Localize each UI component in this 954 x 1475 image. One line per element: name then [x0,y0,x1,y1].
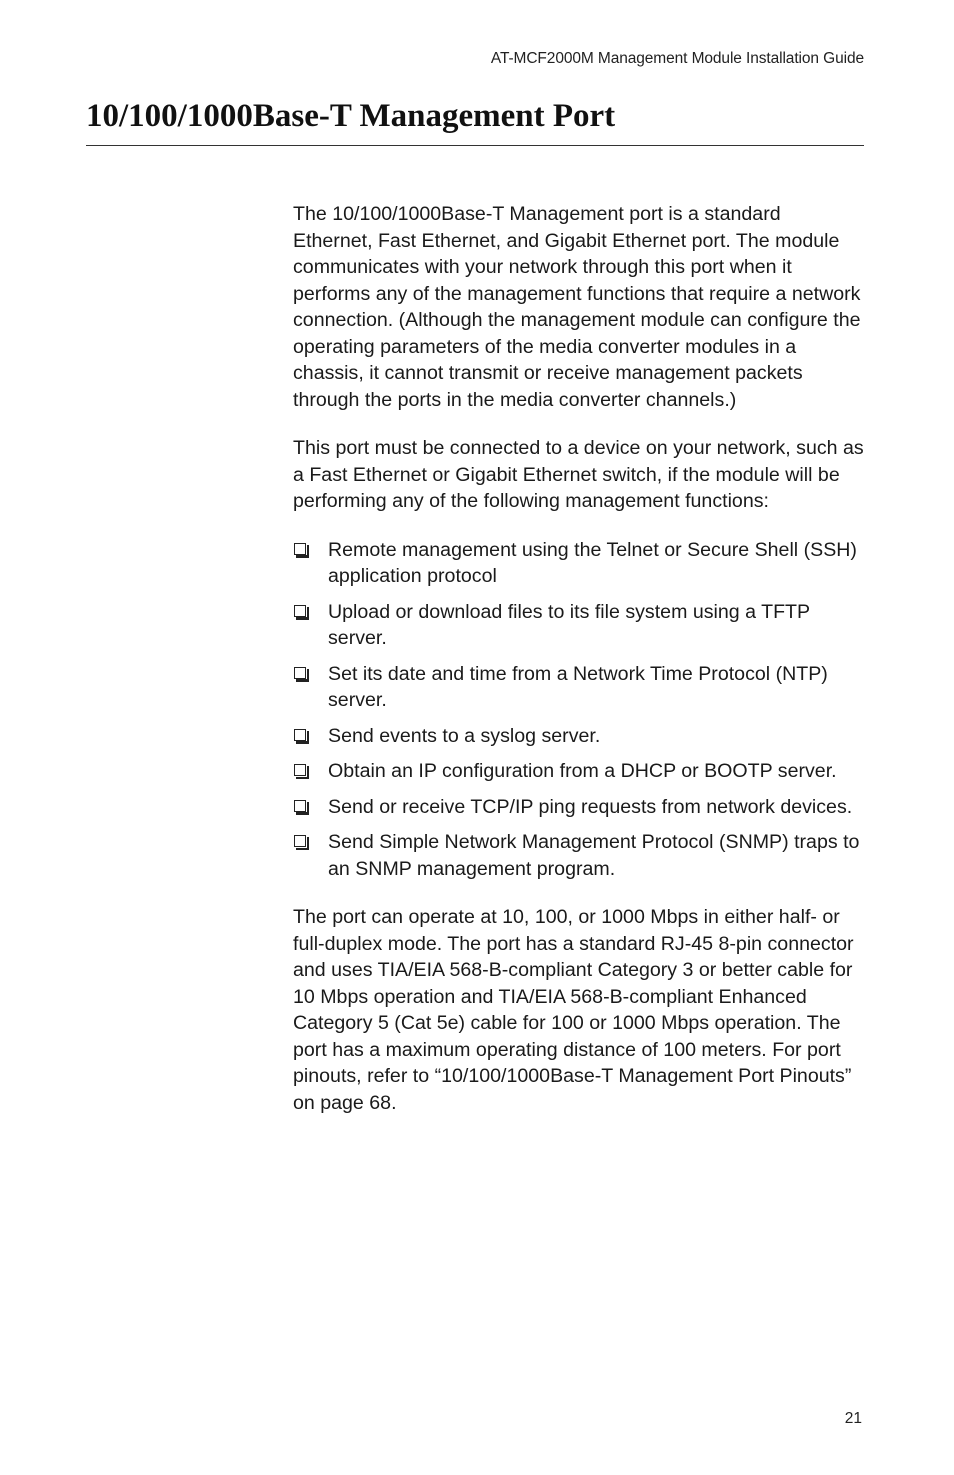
checkbox-bullet-icon [294,667,306,679]
body-column [293,201,865,1138]
list-item-text: Send Simple Network Management Protocol (SNMP) traps to an SNMP management program. [328,831,860,880]
list-item [293,829,865,882]
list-item-text: Upload or download files to its file system using a TFTP server. [328,600,810,649]
list-item-text: Remote management using the Telnet or Secure Shell (SSH) application protocol [328,538,857,587]
checkbox-bullet-icon [294,764,306,776]
list-item-text: Obtain an IP configuration from a DHCP or BOOTP server. [328,760,837,782]
intro-paragraph: The 10/100/1000Base-T Management port is a standard Ethernet, Fast Ethernet, and Gigabit Ethernet port. The module communicates with your network through this port when it performs any of the management functions that require a network connection. (Although the management module can configure the operating parameters of the media converter modules in a chassis, it cannot transmit or receive management packets through the ports in the media converter channels.) [293,203,861,411]
list-item [293,723,865,750]
running-header: AT-MCF2000M Management Module Installation Guide [490,50,864,67]
list-item-text: Set its date and time from a Network Time Protocol (NTP) server. [328,662,828,711]
list-item [293,661,865,714]
checkbox-bullet-icon [294,835,306,847]
list-item-text: Send events to a syslog server. [328,724,601,747]
checkbox-bullet-icon [294,605,306,617]
list-item [293,758,865,785]
list-item [293,794,865,821]
title-rule [86,145,864,146]
checkbox-bullet-icon [294,729,306,741]
management-functions-list [293,537,865,883]
list-item-text: Send or receive TCP/IP ping requests from network devices. [328,795,853,818]
list-item [293,599,865,652]
checkbox-bullet-icon [294,800,306,812]
page-number: 21 [844,1410,862,1427]
section-title: 10/100/1000Base-T Management Port [86,98,616,134]
requirement-paragraph: This port must be connected to a device on your network, such as a Fast Ethernet or Gigabit Ethernet switch, if the module will be performing any of the following management functions: [293,437,864,512]
list-item [293,537,865,590]
port-specs-paragraph: The port can operate at 10, 100, or 1000 Mbps in either half- or full-duplex mode. The port has a standard RJ-45 8-pin connector and uses TIA/EIA 568-B-compliant Category 3 or better cable for 10 Mbps operation and TIA/EIA 568-B-compliant Enhanced Category 5 (Cat 5e) cable for 100 or 1000 Mbps operation. The port has a maximum operating distance of 100 meters. For port pinouts, refer to “10/100/1000Base-T Management Port Pinouts” on page 68. [293,906,854,1114]
checkbox-bullet-icon [294,543,306,555]
